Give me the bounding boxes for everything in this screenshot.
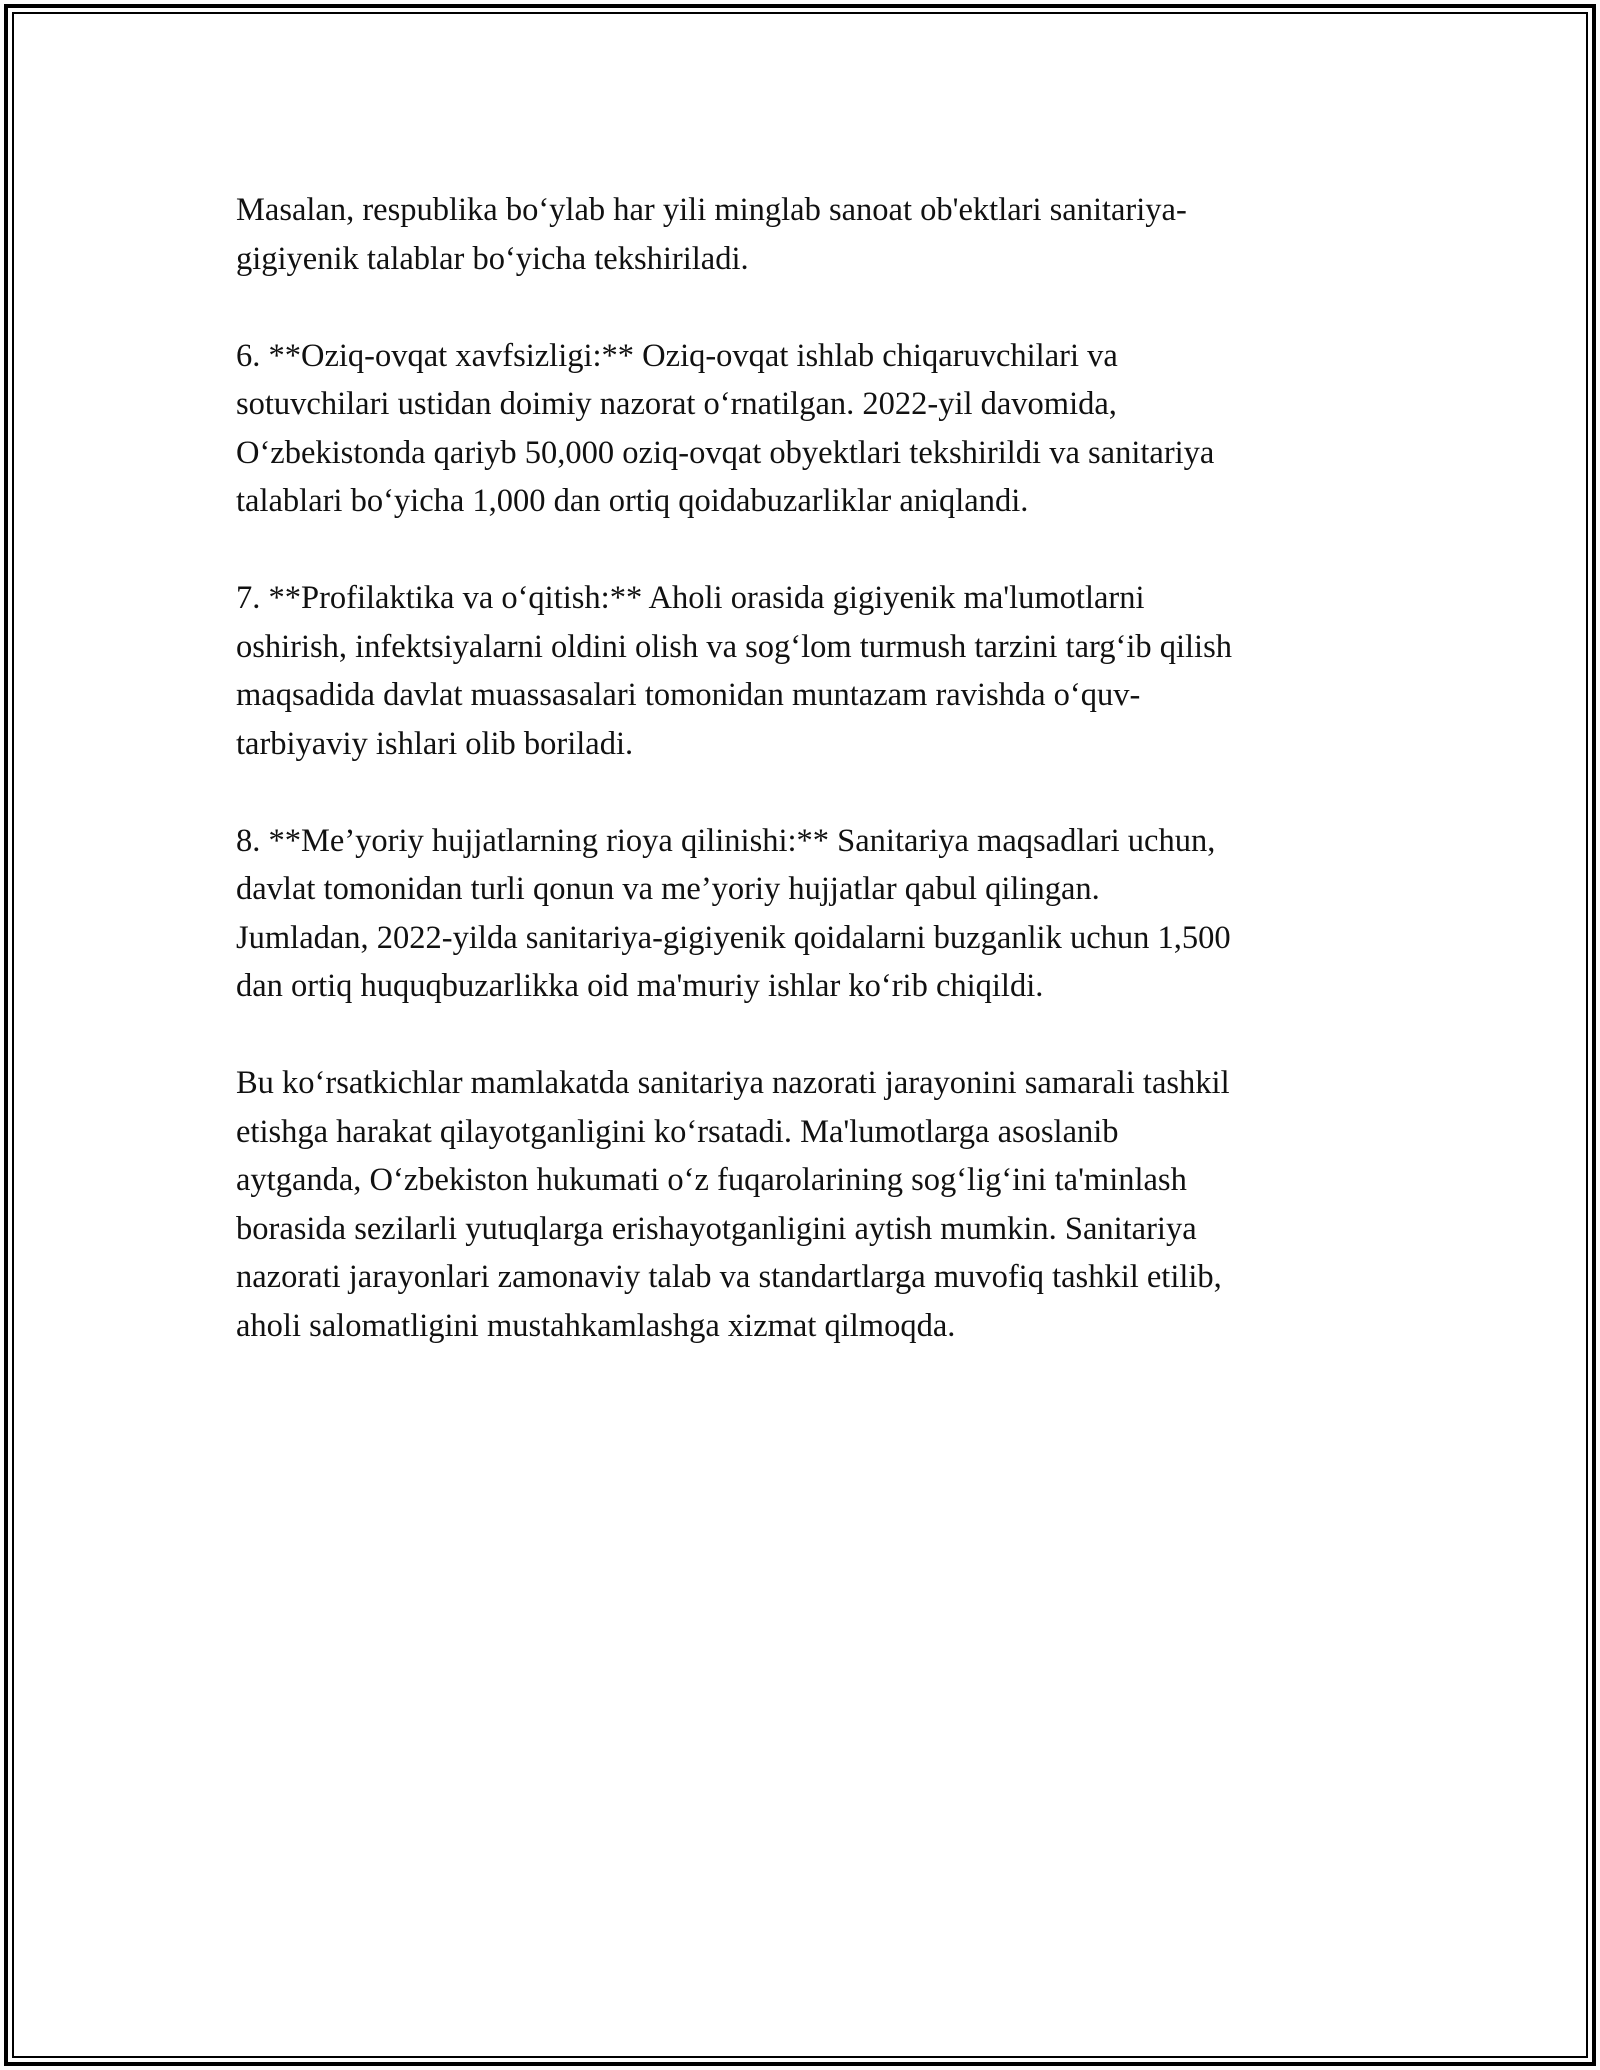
text-line: tarbiyaviy ishlari olib boriladi.	[236, 725, 634, 762]
text-line: Masalan, respublika bo‘ylab har yili minglab sanoat ob'ektlari sanitariya-	[236, 192, 1187, 228]
text-line: aholi salomatligini mustahkamlashga xizmat qilmoqda.	[236, 1307, 956, 1344]
paragraph-food-safety	[236, 332, 1366, 526]
text-line: talablari bo‘yicha 1,000 dan ortiq qoidabuzarliklar aniqlandi.	[236, 483, 1029, 519]
text-line: Jumladan, 2022-yilda sanitariya-gigiyenik qoidalarni buzganlik uchun 1,500	[236, 919, 1231, 956]
text-line: Bu ko‘rsatkichlar mamlakatda sanitariya nazorati jarayonini samarali tashkil	[236, 1065, 1230, 1101]
paragraph-prevention	[236, 574, 1366, 768]
document-body	[236, 186, 1366, 1399]
text-line: O‘zbekistonda qariyb 50,000 oziq-ovqat obyektlari tekshirildi va sanitariya	[236, 434, 1215, 471]
text-line: 8. **Me’yoriy hujjatlarning rioya qilinishi:** Sanitariya maqsadlari uchun,	[236, 822, 1216, 859]
text-line: maqsadida davlat muassasalari tomonidan muntazam ravishda o‘quv-	[236, 677, 1141, 713]
paragraph-conclusion	[236, 1059, 1366, 1350]
text-line: nazorati jarayonlari zamonaviy talab va standartlarga muvofiq tashkil etilib,	[236, 1259, 1222, 1295]
text-line: oshirish, infektsiyalarni oldini olish va sog‘lom turmush tarzini targ‘ib qilish	[236, 628, 1232, 665]
text-line: gigiyenik talablar bo‘yicha tekshiriladi.	[236, 240, 749, 277]
paragraph-intro	[236, 186, 1366, 283]
text-line: borasida sezilarli yutuqlarga erishayotganligini aytish mumkin. Sanitariya	[236, 1210, 1197, 1247]
text-line: etishga harakat qilayotganligini ko‘rsatadi. Ma'lumotlarga asoslanib	[236, 1113, 1119, 1150]
text-line: davlat tomonidan turli qonun va me’yoriy hujjatlar qabul qilingan.	[236, 871, 1100, 907]
text-line: dan ortiq huquqbuzarlikka oid ma'muriy ishlar ko‘rib chiqildi.	[236, 968, 1044, 1004]
text-line: 6. **Oziq-ovqat xavfsizligi:** Oziq-ovqat ishlab chiqaruvchilari va	[236, 337, 1118, 374]
text-line: 7. **Profilaktika va o‘qitish:** Aholi orasida gigiyenik ma'lumotlarni	[236, 580, 1145, 616]
text-line: sotuvchilari ustidan doimiy nazorat o‘rnatilgan. 2022-yil davomida,	[236, 386, 1117, 422]
text-line: aytganda, O‘zbekiston hukumati o‘z fuqarolarining sog‘lig‘ini ta'minlash	[236, 1162, 1187, 1198]
paragraph-regulations	[236, 817, 1366, 1011]
